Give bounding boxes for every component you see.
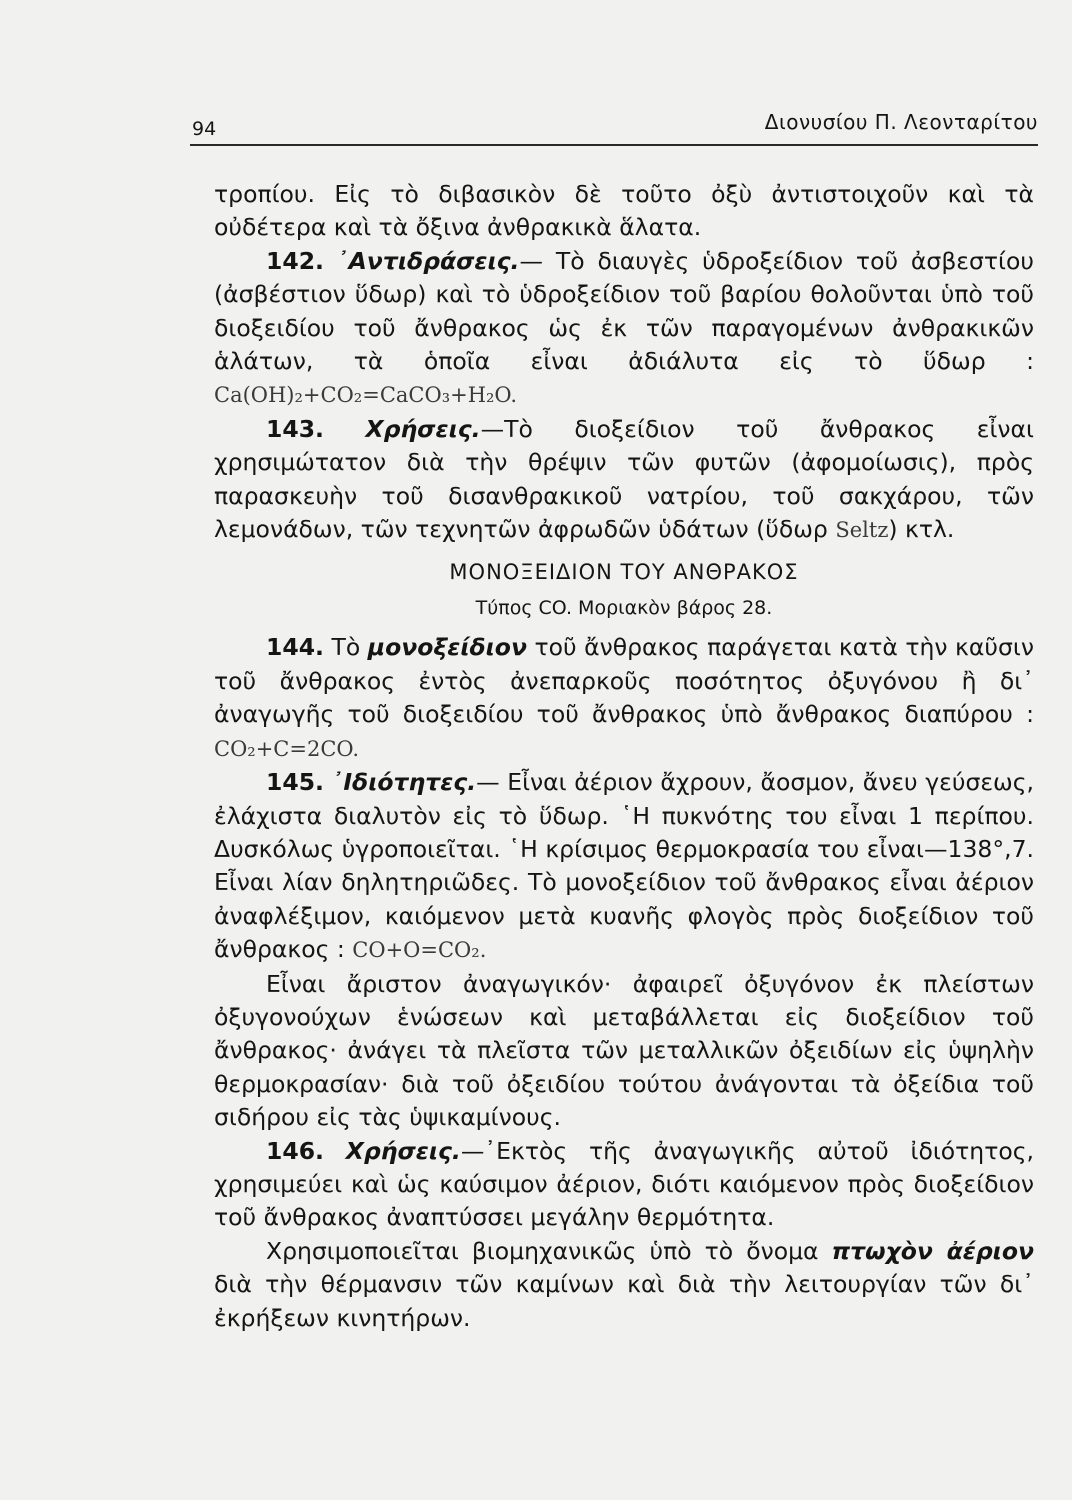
section-number: 145. xyxy=(266,768,324,797)
seltz-word: Seltz xyxy=(835,518,889,543)
section-heading: ᾿Ιδιότητες. xyxy=(331,768,477,797)
section-143 xyxy=(214,413,1034,548)
running-title: Διονυσίου Π. Λεονταρίτου xyxy=(764,110,1038,134)
section-number: 142. xyxy=(266,246,324,275)
chemical-formula: CO₂+C=2CO. xyxy=(214,736,360,761)
section-text: — Εἶναι ἀέριον ἄχρουν, ἄοσμον, ἄνευ γεύσεως, ἐλάχιστα διαλυτὸν εἰς τὸ ὕδωρ. ῾Η πυκνότης του εἶναι 1 περίπου. Δυσκόλως ὑγροποιεῖται. ῾Η κρίσιμος θερμοκρασία του εἶναι—138°,7. Εἶναι λίαν δηλητηριῶδες. Τὸ μονοξείδιον τοῦ ἄνθρακος εἶναι ἀέριον ἀναφλέξιμον, καιόμενον μετὰ κυανῆς φλογὸς πρὸς διοξείδιον τοῦ ἄνθρακος : xyxy=(214,768,1034,964)
page-number: 94 xyxy=(192,118,217,140)
section-142 xyxy=(214,245,1034,413)
section-heading: Χρήσεις. xyxy=(345,1136,461,1165)
paragraph-continuation xyxy=(214,178,1034,245)
section-heading: ᾿Αντιδράσεις. xyxy=(336,246,520,275)
paragraph-text: διὰ τὴν θέρμανσιν τῶν καμίνων καὶ διὰ τὴν λειτουργίαν τῶν δι᾿ ἐκρήξεων κινητήρων. xyxy=(214,1270,1034,1332)
section-heading: Χρήσεις. xyxy=(365,414,481,443)
paragraph-text: Εἶναι ἄριστον ἀναγωγικόν· ἀφαιρεῖ ὀξυγόνον ἐκ πλείστων ὀξυγονούχων ἑνώσεων καὶ μεταβάλλεται εἰς διοξείδιον τοῦ ἄνθρακος· ἀνάγει τὰ πλεῖστα τῶν μεταλλικῶν ὀξειδίων εἰς ὑψηλὴν θερμοκρασίαν· διὰ τοῦ ὀξειδίου τούτου ἀνάγονται τὰ ὀξείδια τοῦ σιδήρου εἰς τὰς ὑψικαμίνους. xyxy=(214,969,1034,1132)
section-text: τοῦ ἄνθρακος παράγεται κατὰ τὴν καῦσιν τοῦ ἄνθρακος ἐντὸς ἀνεπαρκοῦς ποσότητος ὀξυγόνου ἢ δι᾿ ἀναγωγῆς τοῦ διοξειδίου τοῦ ἄνθρακος ὑπὸ ἄνθρακος διαπύρου : xyxy=(214,633,1034,729)
term-emphasis: μονοξείδιον xyxy=(367,633,527,662)
section-number: 146. xyxy=(266,1136,324,1165)
paragraph-industrial xyxy=(214,1235,1034,1335)
section-146 xyxy=(214,1135,1034,1235)
running-header xyxy=(190,108,1038,146)
chemical-formula: CO+O=CO₂. xyxy=(352,938,487,963)
section-text: — Τὸ διαυγὲς ὑδροξείδιον τοῦ ἀσβεστίου (ἀσβέστιον ὕδωρ) καὶ τὸ ὑδροξείδιον τοῦ βαρίου θολοῦνται ὑπὸ τοῦ διοξειδίου τοῦ ἄνθρακος ὡς ἐκ τῶν παραγομένων ἀνθρακικῶν ἁλάτων, τὰ ὁποῖα εἶναι ἀδιάλυτα εἰς τὸ ὕδωρ : xyxy=(214,246,1034,376)
section-number: 144. xyxy=(266,633,324,662)
paragraph-reducing xyxy=(214,968,1034,1135)
paragraph-text: τροπίου. Εἰς τὸ διβασικὸν δὲ τοῦτο ὀξὺ ἀντιστοιχοῦν καὶ τὰ οὐδέτερα καὶ τὰ ὄξινα ἀνθρακικὰ ἅλατα. xyxy=(214,180,1034,242)
section-text-pre: Τὸ xyxy=(331,633,361,662)
section-144 xyxy=(214,631,1034,766)
section-text: —᾿Εκτὸς τῆς ἀναγωγικῆς αὐτοῦ ἰδιότητος, χρησιμεύει καὶ ὡς καύσιμον ἀέριον, διότι καιόμενον πρὸς διοξείδιον τοῦ ἄνθρακος ἀναπτύσσει μεγάλην θερμότητα. xyxy=(214,1136,1034,1232)
section-number: 143. xyxy=(266,414,324,443)
section-text-tail: ) κτλ. xyxy=(888,515,955,544)
section-text: —Τὸ διοξείδιον τοῦ ἄνθρακος εἶναι χρησιμώτατον διὰ τὴν θρέψιν τῶν φυτῶν (ἀφομοίωσις), πρὸς παρασκευὴν τοῦ δισανθρακικοῦ νατρίου, τοῦ σακχάρου, τῶν λεμονάδων, τῶν τεχνητῶν ἀφρωδῶν ὑδάτων (ὕδωρ xyxy=(214,414,1034,544)
term-emphasis: πτωχὸν ἀέριον xyxy=(831,1236,1034,1265)
chemical-formula: Ca(OH)₂+CO₂=CaCO₃+H₂O. xyxy=(214,383,518,408)
body-text xyxy=(214,178,1034,1335)
section-subtitle: Τύπος CO. Μοριακὸν βάρος 28. xyxy=(475,597,773,620)
section-145 xyxy=(214,766,1034,967)
section-title: ΜΟΝΟΞΕΙΔΙΟΝ ΤΟΥ ΑΝΘΡΑΚΟΣ xyxy=(449,560,799,585)
paragraph-text-pre: Χρησιμοποιεῖται βιομηχανικῶς ὑπὸ τὸ ὄνομα xyxy=(266,1236,819,1265)
